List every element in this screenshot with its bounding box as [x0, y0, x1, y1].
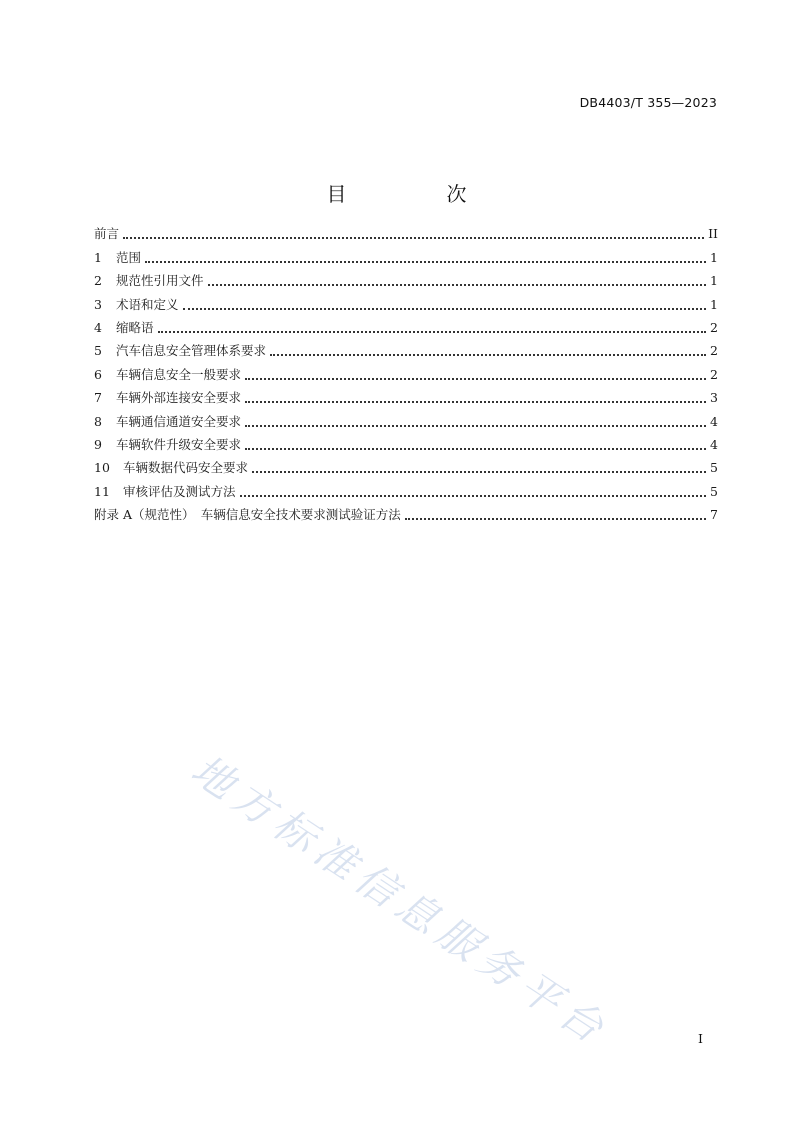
toc-entry-label: 术语和定义: [116, 296, 179, 312]
toc-entry-page: 2: [710, 366, 718, 382]
toc-entry-page: 2: [710, 343, 718, 359]
toc-entry-page: 1: [710, 249, 718, 265]
toc-entry-page: 1: [710, 273, 718, 289]
toc-list: [94, 219, 718, 523]
toc-entry-page: 4: [710, 413, 718, 429]
toc-entry-audit-testing[interactable]: [94, 476, 718, 499]
toc-entry-software-upgrade[interactable]: [94, 430, 718, 453]
toc-entry-label: 附录 A（规范性） 车辆信息安全技术要求测试验证方法: [94, 507, 401, 523]
toc-entry-general-requirements[interactable]: [94, 359, 718, 382]
toc-leader-dots: [245, 401, 706, 403]
toc-leader-dots: [405, 518, 706, 520]
toc-entry-label: 缩略语: [116, 319, 154, 335]
toc-entry-page: 5: [710, 460, 718, 476]
toc-entry-page: 4: [710, 436, 718, 452]
toc-entry-number: 2: [94, 273, 102, 289]
toc-entry-label: 车辆软件升级安全要求: [116, 436, 242, 452]
page-number: I: [698, 1031, 703, 1046]
toc-entry-external-connection[interactable]: [94, 383, 718, 406]
toc-leader-dots: [245, 378, 706, 380]
toc-entry-annex-a[interactable]: [94, 500, 718, 523]
toc-entry-foreword[interactable]: [94, 219, 718, 242]
toc-entry-label: 前言: [94, 226, 120, 242]
toc-entry-management-system[interactable]: [94, 336, 718, 359]
toc-entry-page: 2: [710, 319, 718, 335]
document-code: DB4403/T 355—2023: [579, 95, 717, 110]
toc-leader-dots: [245, 448, 706, 450]
toc-entry-page: 3: [710, 390, 718, 406]
toc-leader-dots: [208, 284, 706, 286]
toc-entry-label: 范围: [116, 249, 142, 265]
toc-entry-label: 车辆信息安全一般要求: [116, 366, 242, 382]
toc-leader-dots: [252, 471, 706, 473]
toc-entry-number: 3: [94, 296, 102, 312]
toc-entry-communication-channel[interactable]: [94, 406, 718, 429]
toc-entry-page: II: [708, 226, 718, 242]
toc-entry-number: 4: [94, 319, 102, 335]
toc-entry-label: 规范性引用文件: [116, 273, 204, 289]
toc-leader-dots: [158, 331, 706, 333]
toc-entry-page: 5: [710, 483, 718, 499]
toc-leader-dots: [183, 308, 706, 310]
toc-entry-scope[interactable]: [94, 242, 718, 265]
toc-entry-number: 1: [94, 249, 102, 265]
toc-leader-dots: [245, 425, 706, 427]
toc-leader-dots: [145, 261, 706, 263]
toc-entry-normative-references[interactable]: [94, 266, 718, 289]
toc-entry-data-code[interactable]: [94, 453, 718, 476]
toc-entry-page: 7: [710, 507, 718, 523]
toc-entry-number: 8: [94, 413, 102, 429]
toc-entry-number: 5: [94, 343, 102, 359]
toc-entry-number: 9: [94, 436, 102, 452]
toc-title: 目 次: [326, 182, 507, 206]
watermark: 地方标准信息服务平台: [182, 745, 618, 1056]
toc-entry-page: 1: [710, 296, 718, 312]
toc-entry-label: 车辆通信通道安全要求: [116, 413, 242, 429]
toc-entry-number: 11: [94, 483, 110, 499]
toc-entry-number: 10: [94, 460, 110, 476]
toc-leader-dots: [240, 495, 706, 497]
toc-leader-dots: [123, 237, 704, 239]
toc-entry-label: 车辆外部连接安全要求: [116, 390, 242, 406]
toc-entry-label: 审核评估及测试方法: [123, 483, 236, 499]
toc-entry-number: 7: [94, 390, 102, 406]
toc-entry-label: 车辆数据代码安全要求: [123, 460, 249, 476]
toc-entry-number: 6: [94, 366, 102, 382]
toc-leader-dots: [270, 354, 706, 356]
toc-entry-abbreviations[interactable]: [94, 313, 718, 336]
toc-entry-terms-definitions[interactable]: [94, 289, 718, 312]
toc-entry-label: 汽车信息安全管理体系要求: [116, 343, 267, 359]
